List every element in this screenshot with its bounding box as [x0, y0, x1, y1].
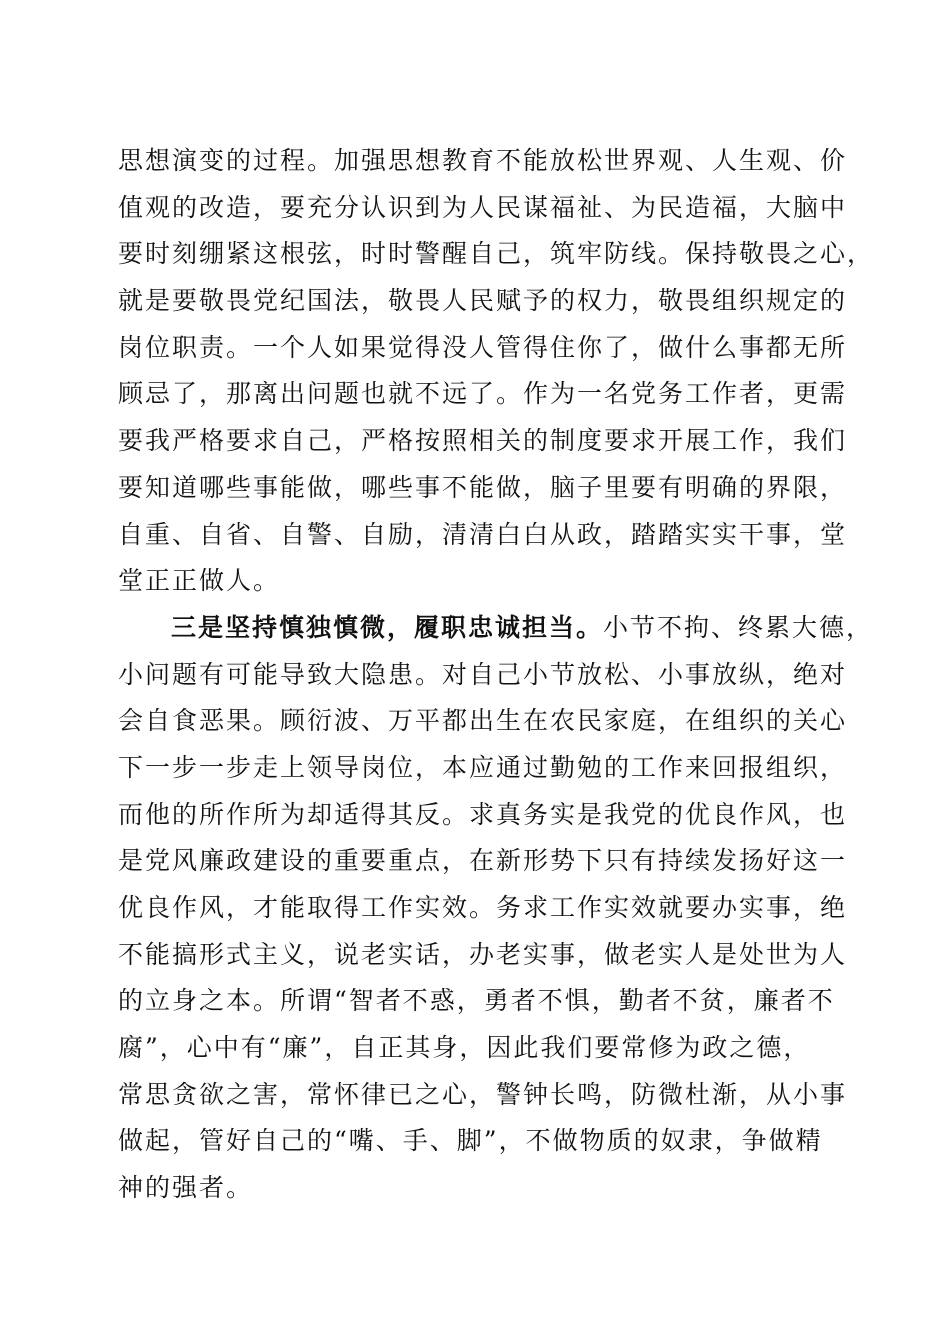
text-line: 岗位职责。一个人如果觉得没人管得住你了，做什么事都无所 [118, 332, 848, 362]
document-body [118, 138, 875, 1212]
text-line: 不能搞形式主义，说老实话，办老实事，做老实人是处世为人 [118, 939, 848, 969]
text-line: 就是要敬畏党纪国法，敬畏人民赋予的权力，敬畏组织规定的 [118, 286, 848, 316]
text-line: 下一步一步走上领导岗位，本应通过勤勉的工作来回报组织， [118, 752, 848, 782]
text-line: 思想演变的过程。加强思想教育不能放松世界观、人生观、价 [118, 146, 848, 175]
paragraph-2 [118, 605, 874, 1212]
text-line: 的立身之本。所谓“智者不惑，勇者不惧，勤者不贫，廉者不 [118, 986, 835, 1016]
text-line: 自重、自省、自警、自励，清清白白从政，踏踏实实干事，堂 [118, 519, 848, 549]
text-line: 堂正正做人。 [118, 566, 281, 596]
text-line: 值观的改造，要充分认识到为人民谋福祉、为民造福，大脑中 [118, 192, 848, 222]
text-line: 要时刻绷紧这根弦，时时警醒自己，筑牢防线。保持敬畏之心， [118, 239, 875, 269]
text-line: 小问题有可能导致大隐患。对自己小节放松、小事放纵，绝对 [118, 659, 848, 689]
text-line: 腐”，心中有“廉”，自正其身，因此我们要常修为政之德， [118, 1033, 811, 1063]
text-line: 要知道哪些事能做，哪些事不能做，脑子里要有明确的界限， [118, 472, 848, 502]
text-line: 会自食恶果。顾衍波、万平都出生在农民家庭，在组织的关心 [118, 706, 848, 736]
paragraph-1 [118, 138, 875, 605]
text-line: 常思贪欲之害，常怀律已之心，警钟长鸣，防微杜渐，从小事 [118, 1079, 848, 1109]
text-line: 要我严格要求自己，严格按照相关的制度要求开展工作，我们 [118, 426, 848, 456]
text-line: 是党风廉政建设的重要重点，在新形势下只有持续发扬好这一 [118, 846, 848, 876]
text-line: 神的强者。 [118, 1173, 254, 1203]
paragraph-heading: 三是坚持慎独慎微，履职忠诚担当。 [171, 612, 604, 642]
text-line: 做起，管好自己的“嘴、手、脚”，不做物质的奴隶，争做精 [118, 1126, 823, 1156]
paragraph-first-line [118, 605, 874, 652]
text-line: 而他的所作所为却适得其反。求真务实是我党的优良作风，也 [118, 799, 848, 829]
text-line: 优良作风，才能取得工作实效。务求工作实效就要办实事，绝 [118, 893, 848, 922]
paragraph-lead-text: 小节不拘、终累大德， [603, 612, 874, 642]
text-line: 顾忌了，那离出问题也就不远了。作为一名党务工作者，更需 [118, 379, 848, 409]
